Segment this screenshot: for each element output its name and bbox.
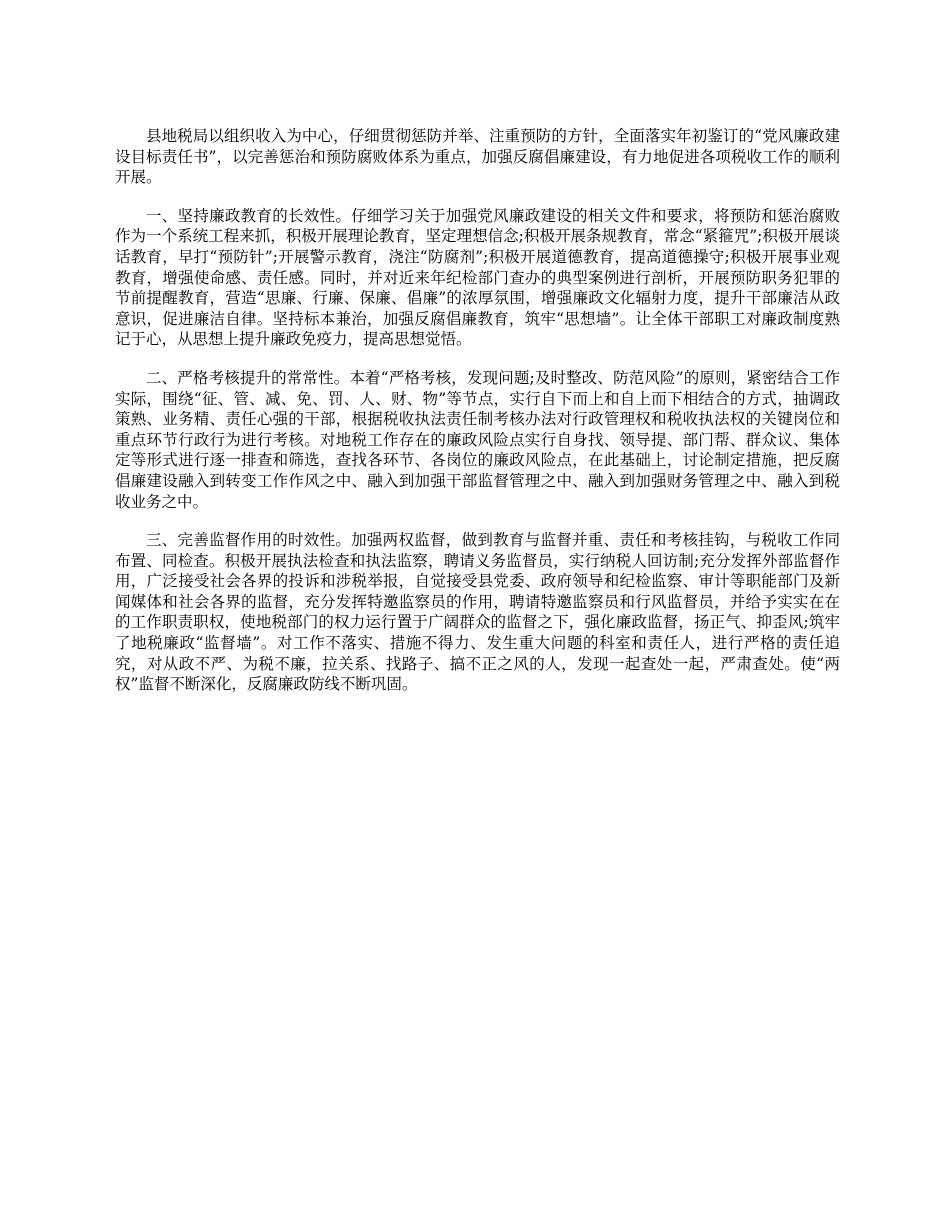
paragraph-section-1: 一、坚持廉政教育的长效性。仔细学习关于加强党风廉政建设的相关文件和要求，将预防和惩治腐败作为一个系统工程来抓，积极开展理论教育，坚定理想信念;积极开展条规教育，常念“紧箍咒”;积极开展谈话教育，早打“预防针”;开展警示教育，浇注“防腐剂”;积极开展道德教育，提高道德操守;积极开展事业观教育，增强使命感、责任感。同时，并对近来年纪检部门查办的典型案例进行剖析，开展预防职务犯罪的节前提醒教育，营造“思廉、行廉、保廉、倡廉”的浓厚氛围，增强廉政文化辐射力度，提升干部廉洁从政意识，促进廉洁自律。坚持标本兼治，加强反腐倡廉教育，筑牢“思想墙”。让全体干部职工对廉政制度熟记于心，从思想上提升廉政免疫力，提高思想觉悟。 [115, 206, 840, 349]
paragraph-section-2: 二、严格考核提升的常常性。本着“严格考核，发现问题;及时整改、防范风险”的原则，紧密结合工作实际，围绕“征、管、减、免、罚、人、财、物”等节点，实行自下而上和自上而下相结合的方式，抽调政策熟、业务精、责任心强的干部，根据税收执法责任制考核办法对行政管理权和税收执法权的关键岗位和重点环节行政行为进行考核。对地税工作存在的廉政风险点实行自身找、领导提、部门帮、群众议、集体定等形式进行逐一排查和筛选，查找各环节、各岗位的廉政风险点，在此基础上，讨论制定措施，把反腐倡廉建设融入到转变工作作风之中、融入到加强干部监督管理之中、融入到加强财务管理之中、融入到税收业务之中。 [115, 368, 840, 511]
document-body [115, 126, 840, 713]
paragraph-intro: 县地税局以组织收入为中心，仔细贯彻惩防并举、注重预防的方针，全面落实年初鉴订的“党风廉政建设目标责任书”，以完善惩治和预防腐败体系为重点，加强反腐倡廉建设，有力地促进各项税收工作的顺利开展。 [115, 127, 840, 187]
paragraph-section-3: 三、完善监督作用的时效性。加强两权监督，做到教育与监督并重、责任和考核挂钩，与税收工作同布置、同检查。积极开展执法检查和执法监察，聘请义务监督员，实行纳税人回访制;充分发挥外部监督作用，广泛接受社会各界的投诉和涉税举报，自觉接受县党委、政府领导和纪检监察、审计等职能部门及新闻媒体和社会各界的监督，充分发挥特邀监察员的作用，聘请特邀监察员和行风监督员，并给予实实在在的工作职责职权，使地税部门的权力运行置于广阔群众的监督之下，强化廉政监督，扬正气、抑歪风;筑牢了地税廉政“监督墙”。对工作不落实、措施不得力、发生重大问题的科室和责任人，进行严格的责任追究，对从政不严、为税不廉，拉关系、找路子、搞不正之风的人，发现一起查处一起，严肃查处。使“两权”监督不断深化，反腐廉政防线不断巩固。 [115, 531, 840, 694]
